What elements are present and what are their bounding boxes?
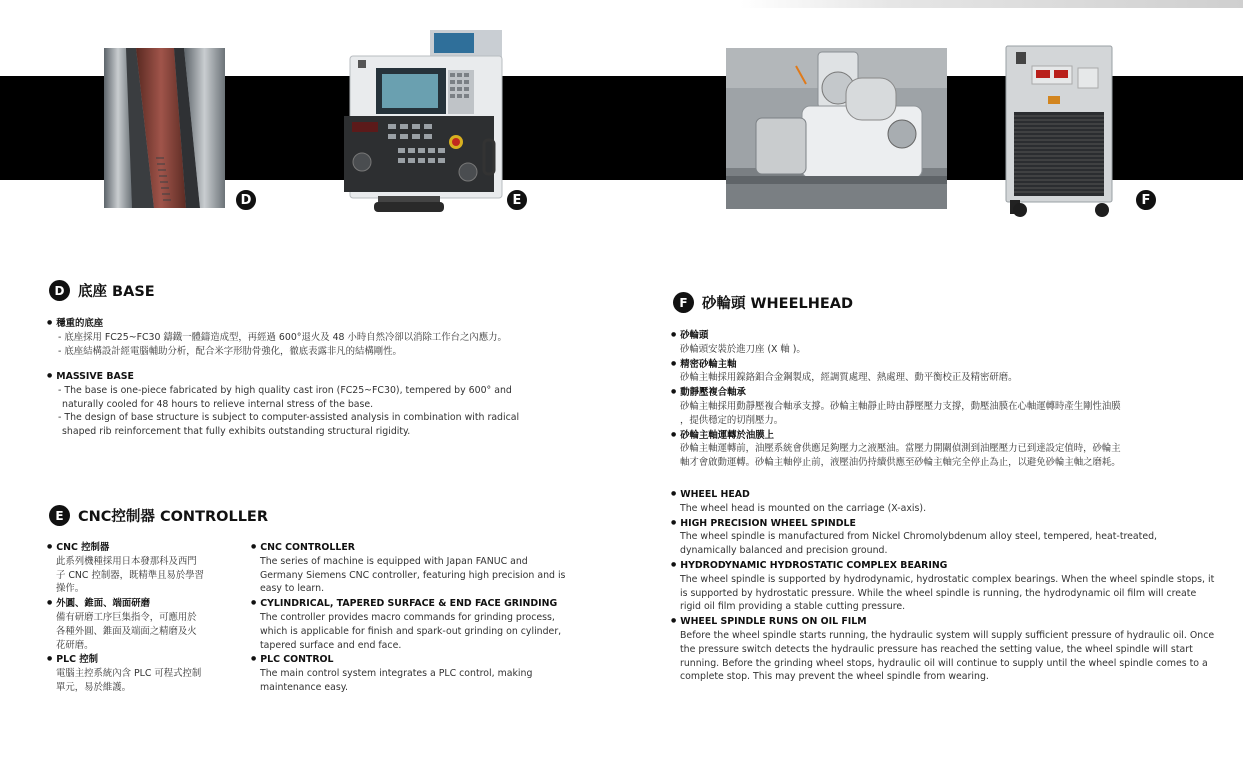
section-f-header (673, 292, 853, 313)
section-f-zh-line: 砂輪頭安裝於進刀座 (X 軸 )。 (680, 343, 806, 355)
section-e-zh-line: 花研磨。 (56, 639, 94, 651)
section-f-zh-heading: ● 砂輪頭 (671, 328, 1231, 343)
section-d-title: 底座 BASE (78, 284, 155, 300)
section-e-en-line: easy to learn. (260, 583, 325, 595)
section-e-title: CNC控制器 CONTROLLER (78, 509, 269, 525)
section-e-en-block (251, 540, 571, 695)
top-decorative-stripe (740, 0, 1243, 8)
section-e-en-line: The series of machine is equipped with Japan FANUC and (260, 555, 528, 567)
section-e-en-line: The controller provides macro commands for grinding process, (260, 611, 555, 623)
hydraulic-unit-photo (992, 40, 1128, 226)
section-f-en-line: Before the wheel spindle starts running, the hydraulic system will supply sufficient pressure of hydraulic oil. Once (680, 629, 1215, 641)
section-e-zh-heading: ● PLC 控制 (47, 652, 237, 667)
section-e-zh-heading: ● 外圓、錐面、端面研磨 (47, 596, 237, 611)
section-f-en-heading: ● HIGH PRECISION WHEEL SPINDLE (671, 516, 1236, 531)
section-e-en-line: The main control system integrates a PLC control, making (260, 668, 533, 680)
section-e-en-line: tapered surface and end face. (260, 639, 402, 651)
section-f-en-line: running. Before the grinding wheel stops, hydraulic oil will continue to supply until the wheel spindle comes to a (680, 657, 1208, 669)
section-e-en-heading: ● CYLINDRICAL, TAPERED SURFACE & END FACE GRINDING (251, 596, 571, 611)
section-e-en-heading: ● CNC CONTROLLER (251, 540, 571, 555)
section-d-zh-block (47, 316, 507, 358)
badge-d: D (234, 188, 258, 212)
section-f-zh-block (671, 328, 1231, 470)
section-d-header (49, 280, 155, 301)
section-f-en-heading: ● WHEEL HEAD (671, 487, 1236, 502)
badge-e: E (505, 188, 529, 212)
section-e-zh-line: 單元，易於維護。 (56, 681, 132, 693)
section-e-zh-line: 操作。 (56, 583, 85, 595)
section-e-zh-line: 此系列機種採用日本發那科及西門 (56, 555, 197, 567)
section-f-zh-heading: ● 砂輪主軸運轉於油膜上 (671, 428, 1231, 443)
section-e-zh-heading: ● CNC 控制器 (47, 540, 237, 555)
section-f-en-line: the pressure switch detects the hydraulic pressure has reached the setting value, the wheel spindle will start (680, 643, 1193, 655)
section-e-zh-line: 電腦主控系統內含 PLC 可程式控制 (56, 668, 202, 680)
section-e-en-line: Germany Siemens CNC controller, featuring high precision and is (260, 569, 566, 581)
section-e-en-line: which is applicable for finish and spark-out grinding on cylinder, (260, 625, 562, 637)
section-d-en-line: - The design of base structure is subject to computer-assisted analysis in combination with radical (58, 412, 520, 424)
section-e-zh-line: 備有研磨工序巨集指令，可應用於 (56, 611, 197, 623)
badge-f: F (1134, 188, 1158, 212)
section-d-zh-heading: ● 穩重的底座 (47, 316, 507, 331)
section-e-marker: E (49, 505, 70, 526)
section-f-en-line: The wheel spindle is manufactured from Nickel Chromolybdenum alloy steel, tempered, heat-treated, (680, 531, 1158, 543)
section-d-en-line: shaped rib reinforcement that fully exhibits outstanding structural rigidity. (62, 426, 411, 438)
section-f-zh-heading: ● 精密砂輪主軸 (671, 357, 1231, 372)
section-d-zh-line: - 底座結構設計經電腦輔助分析，配合米字形肋骨強化，徹底表露非凡的結構剛性。 (58, 345, 402, 357)
section-e-en-heading: ● PLC CONTROL (251, 652, 571, 667)
wheelhead-photo (726, 48, 947, 209)
section-e-header (49, 505, 268, 526)
section-f-en-block (671, 487, 1236, 684)
section-d-zh-line: - 底座採用 FC25~FC30 鑄鐵一體鑄造成型，再經過 600°退火及 48 小時自然冷卻以消除工作台之內應力。 (58, 331, 507, 343)
section-d-en-line: - The base is one-piece fabricated by high quality cast iron (FC25~FC30), tempered by 600° and (58, 384, 512, 396)
section-e-zh-block (47, 540, 237, 695)
section-f-en-heading: ● WHEEL SPINDLE RUNS ON OIL FILM (671, 614, 1236, 629)
section-f-zh-line: 砂輪主軸運轉前，油壓系統會供應足夠壓力之液壓油。當壓力開關偵測到油壓壓力已到達設定值時，砂輪主 (680, 443, 1121, 455)
section-f-title: 砂輪頭 WHEELHEAD (702, 296, 854, 312)
section-e-zh-line: 各種外圓、錐面及端面之精磨及火 (56, 625, 197, 637)
section-f-zh-line: 砂輪主軸採用動靜壓複合軸承支撐。砂輪主軸靜止時由靜壓壓力支撐，動壓油膜在心軸運轉時產生剛性油膜 (680, 400, 1121, 412)
section-f-zh-heading: ● 動靜壓複合軸承 (671, 385, 1231, 400)
section-f-zh-line: 軸才會啟動運轉。砂輪主軸停止前，液壓油仍持續供應至砂輪主軸完全停止為止，以避免砂輪主軸之磨耗。 (680, 457, 1121, 469)
section-f-marker: F (673, 292, 694, 313)
section-d-en-block (47, 369, 519, 439)
controller-photo (338, 30, 508, 216)
section-f-en-line: The wheel head is mounted on the carriage (X-axis). (680, 502, 927, 514)
section-d-en-heading: ● MASSIVE BASE (47, 369, 519, 384)
section-d-en-line: naturally cooled for 48 hours to relieve internal stress of the base. (62, 398, 374, 410)
section-f-en-line: dynamically balanced and precision ground. (680, 545, 888, 557)
section-f-zh-line: 砂輪主軸採用鎳鉻鉬合金鋼製成，經調質處理、熱處理、動平衡校正及精密研磨。 (680, 372, 1018, 384)
base-photo (104, 48, 225, 208)
section-f-en-line: rigid oil film providing a stable cutting pressure. (680, 601, 906, 613)
section-e-en-line: maintenance easy. (260, 681, 348, 693)
section-f-en-heading: ● HYDRODYNAMIC HYDROSTATIC COMPLEX BEARING (671, 558, 1236, 573)
section-d-marker: D (49, 280, 70, 301)
section-f-en-line: is supported by hydrostatic pressure. While the wheel spindle is running, the hydrodynamic oil film will create (680, 587, 1197, 599)
section-f-en-line: complete stop. This may prevent the wheel spindle from wearing. (680, 671, 989, 683)
section-e-zh-line: 子 CNC 控制器，既精準且易於學習 (56, 569, 204, 581)
section-f-zh-line: ，提供穩定的切削壓力。 (680, 414, 784, 426)
section-f-en-line: The wheel spindle is supported by hydrodynamic, hydrostatic complex bearings. When the wheel spindle stops, it (680, 573, 1215, 585)
